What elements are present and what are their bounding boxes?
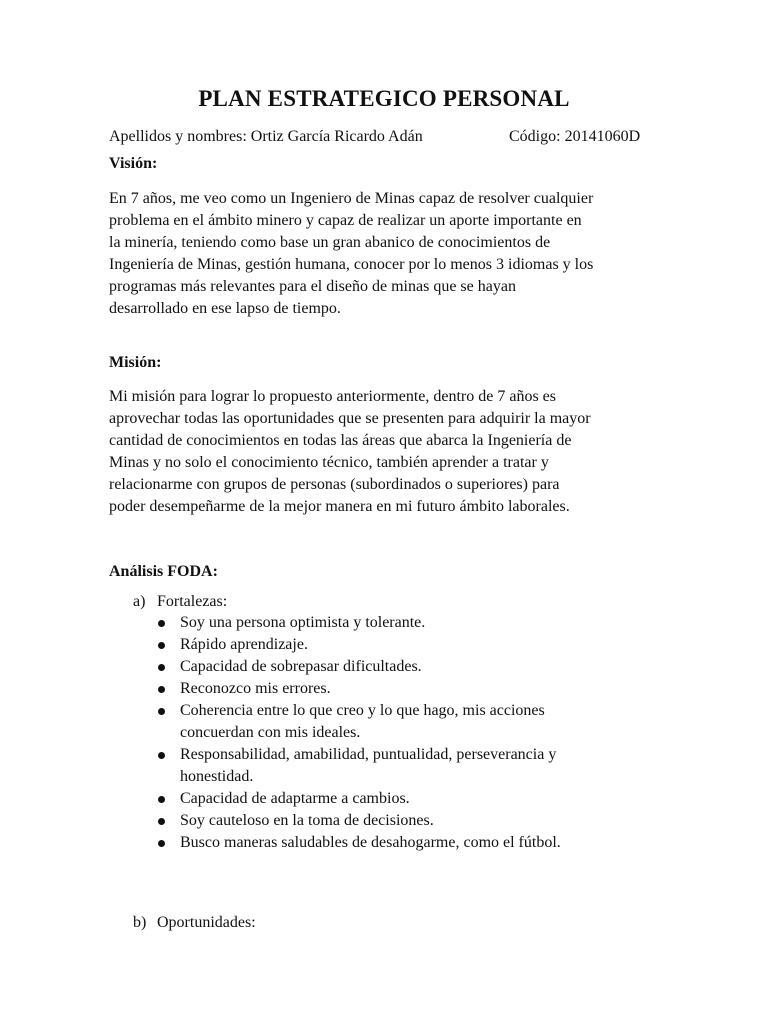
list-item [156,832,636,854]
mision-line: aprovechar todas las oportunidades que se presenten para adquirir la mayor [109,410,591,427]
bullet-icon [158,642,165,649]
list-label-text: Oportunidades: [157,914,256,931]
mision-line: relacionarme con grupos de personas (subordinados o superiores) para [109,476,560,493]
list-item-text: concuerdan con mis ideales. [180,724,361,741]
mision-line: poder desempeñarme de la mejor manera en mi futuro ámbito laborales. [109,498,570,515]
fortalezas-label [133,593,227,611]
vision-line: En 7 años, me veo como un Ingeniero de Minas capaz de resolver cualquier [109,190,594,207]
list-letter: b) [133,914,147,931]
fortalezas-list [156,612,636,854]
header-info [109,126,669,148]
list-item-text: honestidad. [180,768,254,785]
bullet-icon [158,818,165,825]
list-item-text: Coherencia entre lo que creo y lo que hago, mis acciones [180,702,545,719]
list-item [156,656,636,678]
author-name: Apellidos y nombres: Ortiz García Ricardo Adán [109,128,423,145]
list-item [156,744,636,788]
list-item-text: Reconozco mis errores. [180,680,331,697]
mision-line: Minas y no solo el conocimiento técnico, también aprender a tratar y [109,454,549,471]
foda-heading: Análisis FODA: [109,563,218,580]
bullet-icon [158,708,165,715]
list-item-text: Soy cauteloso en la toma de decisiones. [180,812,434,829]
student-code: Código: 20141060D [509,128,641,145]
mision-heading: Misión: [109,354,162,371]
mision-paragraph [109,386,669,518]
list-item [156,678,636,700]
list-item-text: Rápido aprendizaje. [180,636,308,653]
list-item [156,810,636,832]
vision-heading: Visión: [109,155,158,172]
list-item-text: Busco maneras saludables de desahogarme, como el fútbol. [180,834,561,851]
list-item-text: Responsabilidad, amabilidad, puntualidad, perseverancia y [180,746,557,763]
list-item-text: Soy una persona optimista y tolerante. [180,614,426,631]
vision-line: programas más relevantes para el diseño de minas que se hayan [109,278,516,295]
list-label-text: Fortalezas: [157,593,228,610]
bullet-icon [158,664,165,671]
bullet-icon [158,620,165,627]
list-item-text: Capacidad de sobrepasar dificultades. [180,658,422,675]
vision-line: problema en el ámbito minero y capaz de realizar un aporte importante en [109,212,582,229]
list-letter: a) [133,593,146,610]
mision-line: cantidad de conocimientos en todas las áreas que abarca la Ingeniería de [109,432,572,449]
document-title: PLAN ESTRATEGICO PERSONAL [198,86,570,111]
bullet-icon [158,752,165,759]
list-item [156,700,636,744]
list-item [156,788,636,810]
vision-line: la minería, teniendo como base un gran abanico de conocimientos de [109,234,551,251]
vision-line: desarrollado en ese lapso de tiempo. [109,300,341,317]
bullet-icon [158,796,165,803]
list-item [156,634,636,656]
list-item [156,612,636,634]
mision-line: Mi misión para lograr lo propuesto anteriormente, dentro de 7 años es [109,388,556,405]
vision-paragraph [109,188,669,320]
bullet-icon [158,840,165,847]
oportunidades-label [133,914,256,932]
list-item-text: Capacidad de adaptarme a cambios. [180,790,410,807]
bullet-icon [158,686,165,693]
vision-line: Ingeniería de Minas, gestión humana, conocer por lo menos 3 idiomas y los [109,256,594,273]
